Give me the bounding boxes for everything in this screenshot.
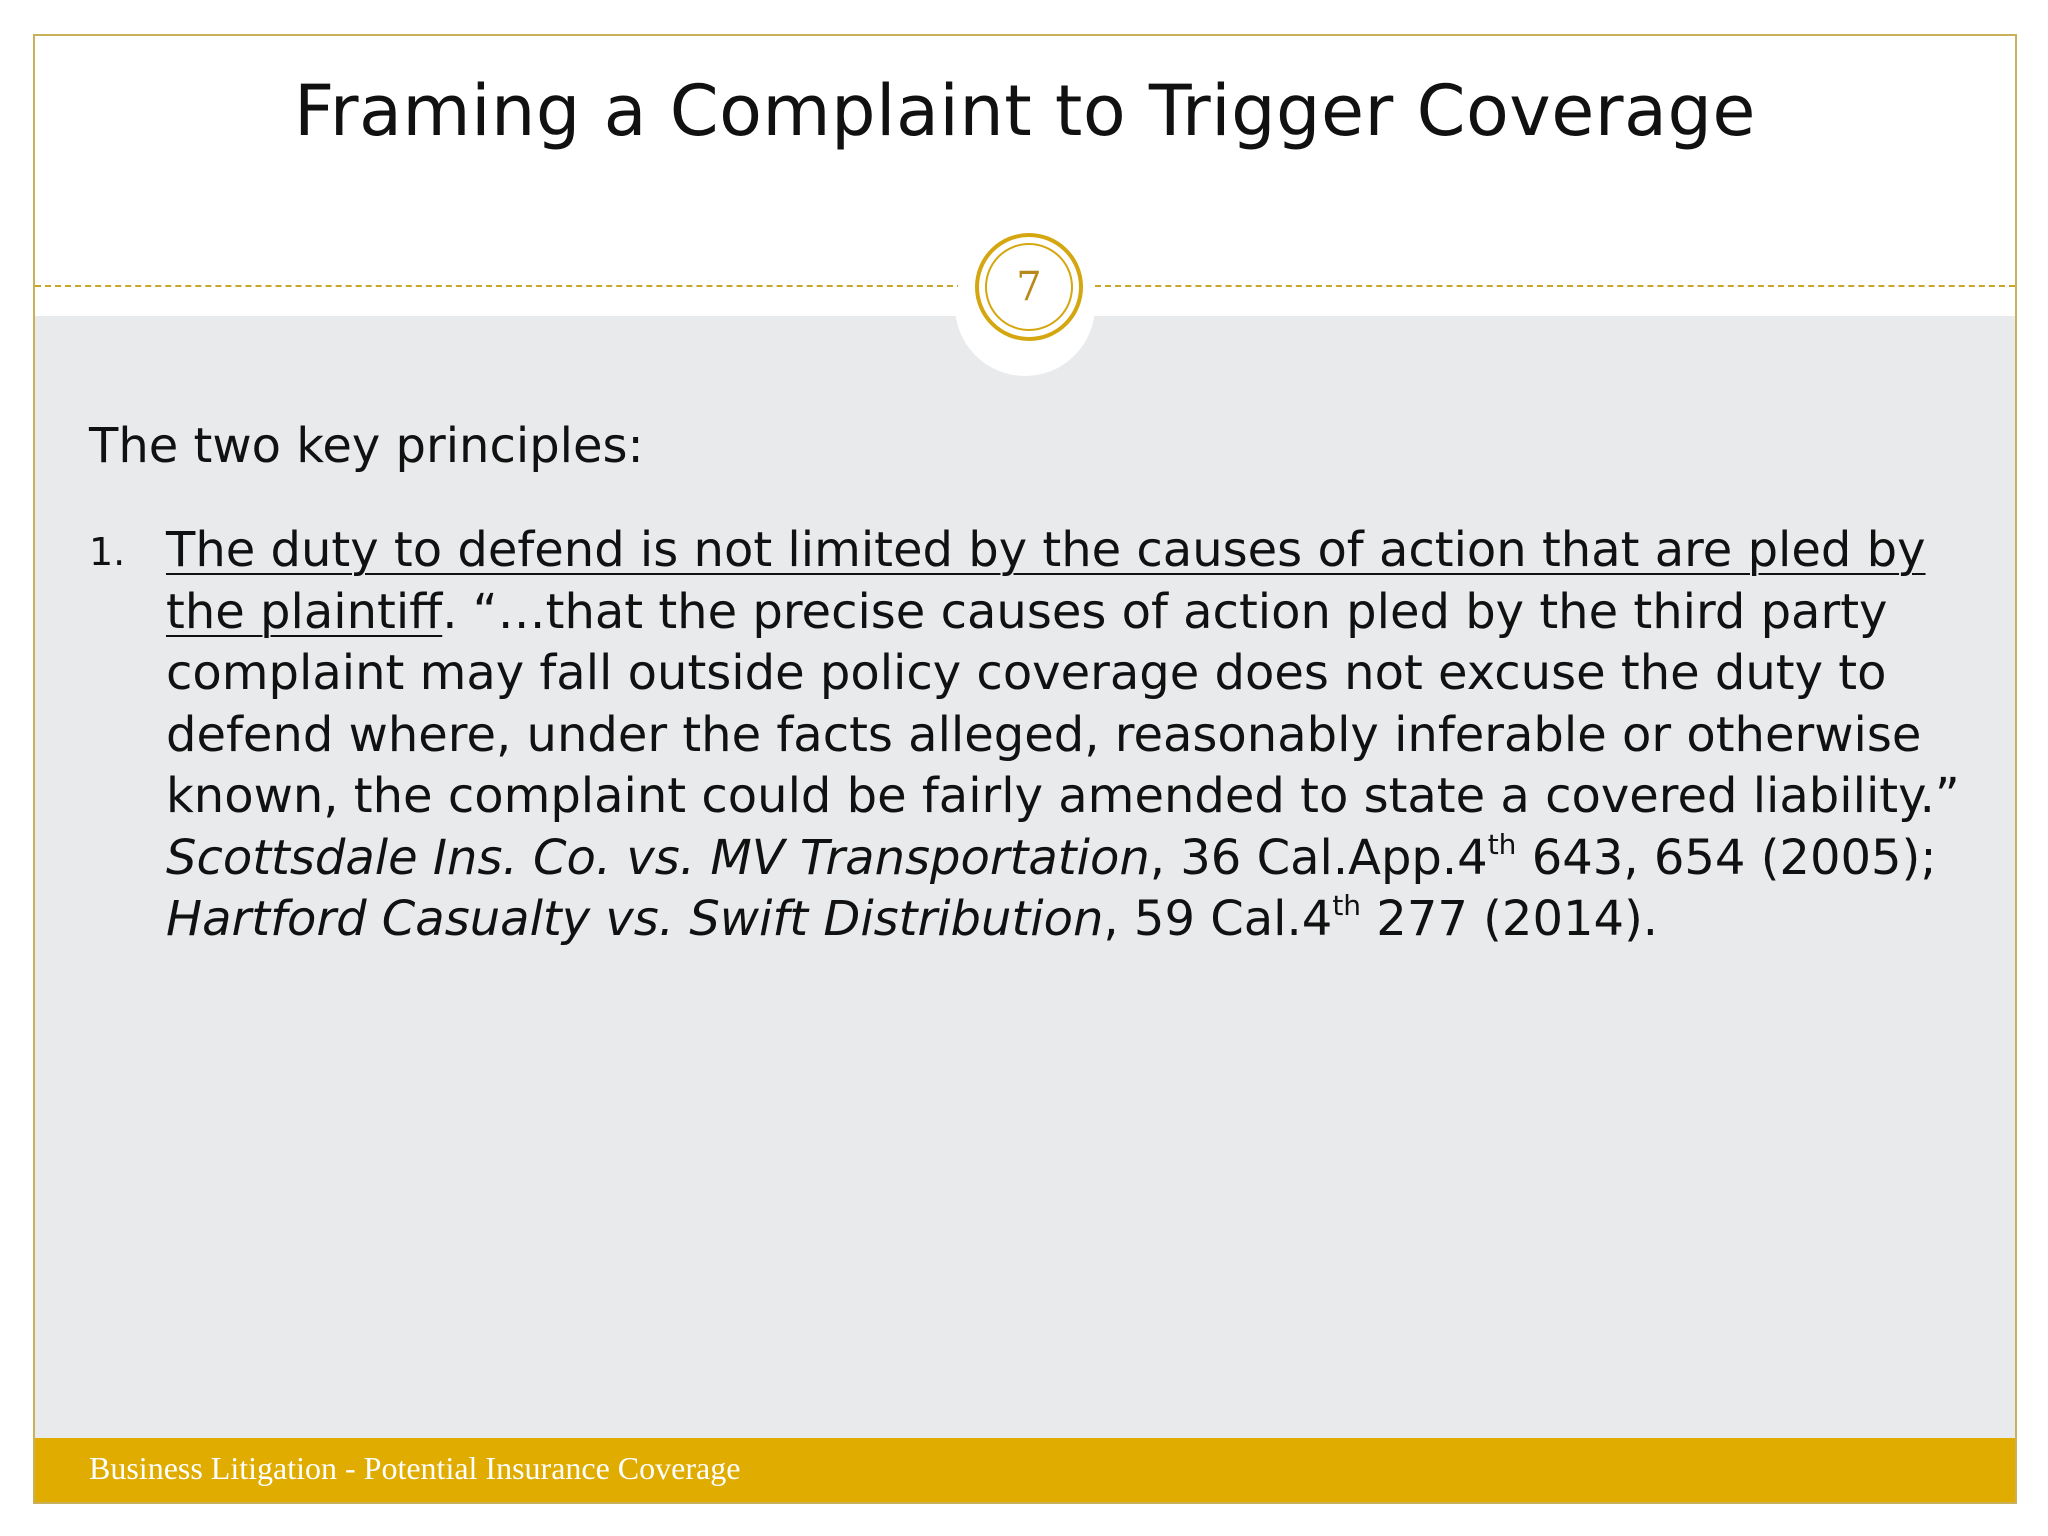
- case-name-hartford: Hartford Casualty vs. Swift Distribution: [166, 891, 1104, 947]
- list-item-text: [166, 520, 1969, 951]
- divider-left: [35, 285, 963, 287]
- principle-heading: The duty to defend is not limited by the causes of action that are pled by the plaintiff: [166, 522, 1926, 640]
- footer-bar: [35, 1438, 2015, 1504]
- case-cite-scottsdale-b: 643, 654 (2005);: [1516, 829, 1937, 886]
- intro-text: The two key principles:: [89, 418, 644, 474]
- divider-right: [1095, 285, 2015, 287]
- case-cite-hartford-sup: th: [1332, 889, 1362, 922]
- page-number: 7: [985, 243, 1073, 331]
- case-cite-hartford-a: , 59 Cal.4: [1103, 891, 1333, 947]
- case-name-scottsdale: Scottsdale Ins. Co. vs. MV Transportation: [166, 829, 1150, 886]
- principle-quote: . “…that the precise causes of action pled by the third party complaint may fall outside policy coverage does not excuse the duty to defend where, under the facts alleged, reasonably inferable or otherwise known, the complaint could be fairly amended to state a covered liability.”: [166, 583, 1960, 824]
- footer-text: Business Litigation - Potential Insurance Coverage: [89, 1450, 741, 1486]
- page-number-badge: [975, 233, 1083, 341]
- slide: [33, 34, 2017, 1504]
- case-cite-scottsdale-a: , 36 Cal.App.4: [1149, 829, 1488, 886]
- case-cite-scottsdale-sup: th: [1487, 827, 1517, 861]
- case-cite-hartford-b: 277 (2014).: [1361, 891, 1659, 947]
- list-item-number: 1.: [89, 530, 126, 574]
- list-item: [89, 520, 1969, 951]
- slide-title: Framing a Complaint to Trigger Coverage: [294, 70, 1756, 152]
- slide-content: [89, 416, 1969, 951]
